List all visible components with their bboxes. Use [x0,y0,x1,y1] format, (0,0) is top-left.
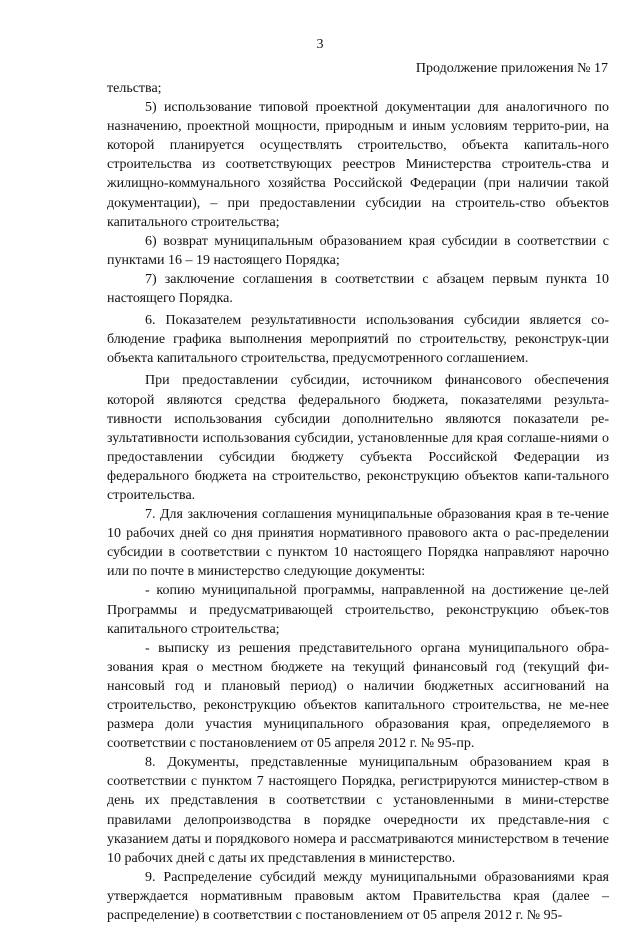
paragraph-item-7: 7) заключение соглашения в соответствии с абзацем первым пункта 10 настоящего Порядка. [107,271,609,307]
paragraph-clause-8: 8. Документы, представленные муниципальным образованием края в соответствии с пунктом 7 настоящего Порядка, регистрируются министер-ством в день их представления в соответствии с установленными в мини-стерстве правилами делопроизводства в порядке очередности их представле-ния с указанием даты и порядкового номера и рассматриваются министерством в течение 10 рабочих дней с даты их представления в министерство. [107,755,609,866]
paragraph-clause-7-item-budget: - выписку из решения представительного органа муниципального обра-зования края о местном бюджете на текущий финансовый год (текущий фи-нансовый год и плановый период) о наличии бюджетных ассигнований на строительство, реконструкцию объектов капитального строительства, не ме-нее размера доли участия муниципального образования края, определяемого в соответствии с постановлением от 05 апреля 2012 г. № 95-пр. [107,640,609,752]
paragraph-item-5: 5) использование типовой проектной документации для аналогичного по назначению, проектной мощности, природным и иным условиям террито-рии, на которой планируется осуществлять строительство, объекта капиталь-ного строительства из соответствующих реестров Министерства строитель-ства и жилищно-коммунального хозяйства Российской Федерации (при наличии такой документации), – при предоставлении субсидии на строитель-ство объектов капитального строительства; [107,100,609,230]
paragraph-clause-6: 6. Показателем результативности использования субсидии является со-блюдение графика выполнения мероприятий по строительству, реконструк-ции объекта капитального строительства, предусмотренного соглашением. [107,313,609,367]
paragraph-item-6: 6) возврат муниципальным образованием края субсидии в соответствии с пунктами 16 – 19 настоящего Порядка; [107,233,609,268]
paragraph-clause-7-item-program: - копию муниципальной программы, направленной на достижение це-лей Программы и предусматривающей строительство, реконструкцию объек-тов капитального строительства; [107,583,609,637]
paragraph-clause-6-federal: При предоставлении субсидии, источником финансового обеспечения которой являются средства федерального бюджета, показателями результа-тивности использования субсидии дополнительно являются показатели ре-зультативности использования субсидии, установленные для края соглаше-ниями о предоставлении субсидии бюджету субъекта Российской Федерации из федерального бюджета на строительство, реконструкцию объектов капи-тального строительства. [107,373,609,503]
running-header: Продолжение приложения № 17 [415,61,608,76]
paragraph-clause-7: 7. Для заключения соглашения муниципальные образования края в те-чение 10 рабочих дней со дня принятия нормативного правового акта о рас-пределении субсидии в соответствии с пунктом 10 настоящего Порядка направляют нарочно или по почте в министерство следующие документы: [107,507,609,580]
paragraph-continuation: тельства; [107,81,162,96]
page-number: 3 [316,37,324,52]
document-body [107,79,609,925]
paragraph-clause-9: 9. Распределение субсидий между муниципальными образованиями края утверждается нормативным правовым актом Правительства края (далее – распределение) в соответствии с постановлением от 05 апреля 2012 г. № 95- [107,869,609,924]
